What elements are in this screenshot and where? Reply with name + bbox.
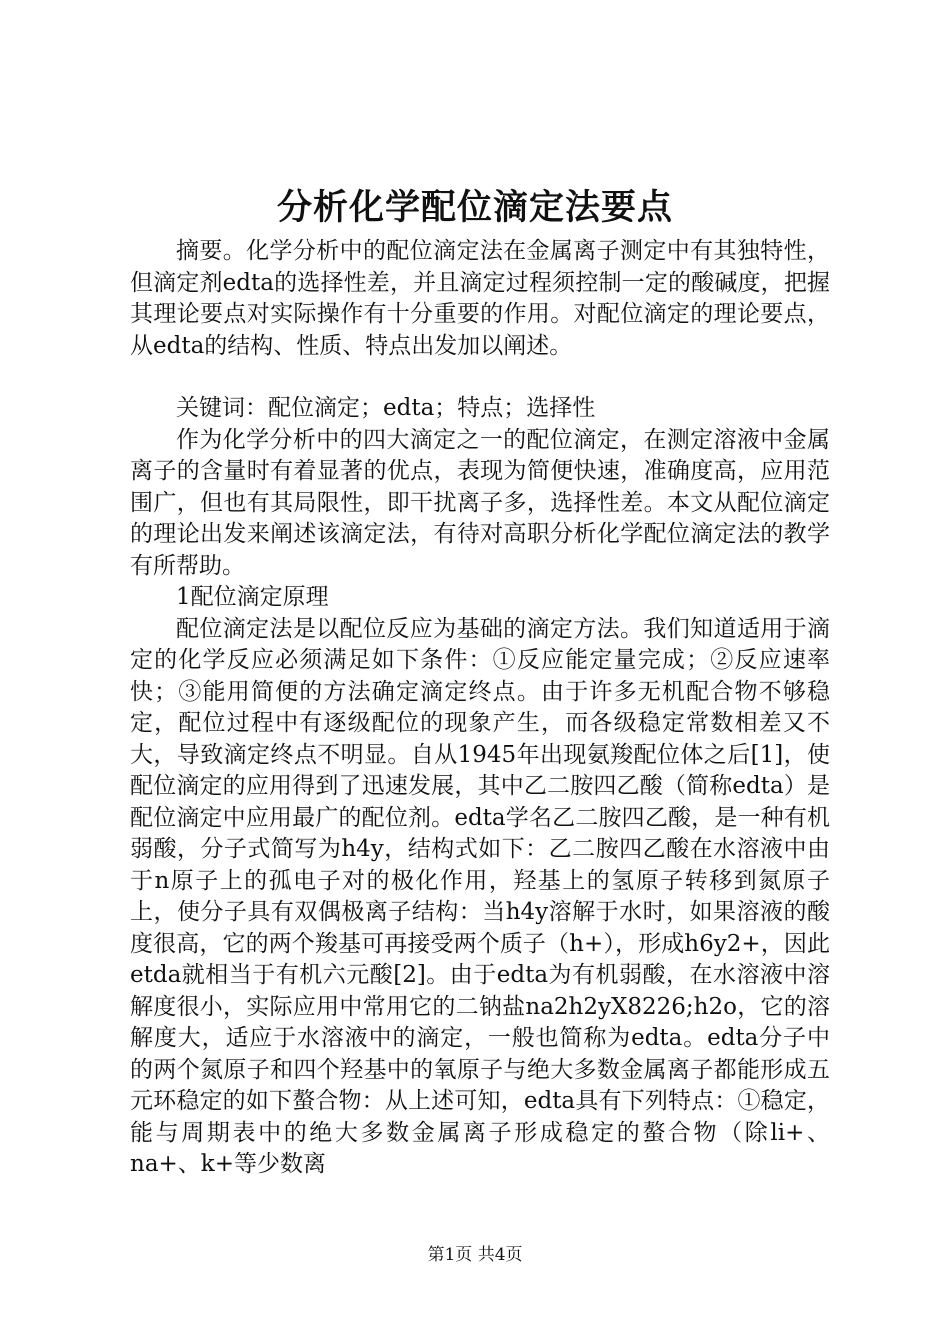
keywords-paragraph: 关键词：配位滴定；edta；特点；选择性 [176, 395, 596, 421]
document-title: 分析化学配位滴定法要点 [276, 187, 673, 228]
intro-paragraph: 作为化学分析中的四大滴定之一的配位滴定，在测定溶液中金属离子的含量时有着显著的优点，表现为简便快速，准确度高，应用范围广，但也有其局限性，即干扰离子多，选择性差。本文从配位滴定的理论出发来阐述该滴定法，有待对高职分析化学配位滴定法的教学有所帮助。 [130, 426, 830, 579]
principle-paragraph: 配位滴定法是以配位反应为基础的滴定方法。我们知道适用于滴定的化学反应必须满足如下条件：①反应能定量完成；②反应速率快；③能用简便的方法确定滴定终点。由于许多无机配合物不够稳定，配位过程中有逐级配位的现象产生，而各级稳定常数相差又不大，导致滴定终点不明显。自从1945年出现氨羧配位体之后[1]，使配位滴定的应用得到了迅速发展，其中乙二胺四乙酸（简称edta）是配位滴定中应用最广的配位剂。edta学名乙二胺四乙酸，是一种有机弱酸，分子式简写为h4y，结构式如下：乙二胺四乙酸在水溶液中由于n原子上的孤电子对的极化作用，羟基上的氢原子转移到氮原子上，使分子具有双偶极离子结构：当h4y溶解于水时，如果溶液的酸度很高，它的两个羧基可再接受两个质子（h+），形成h6y2+，因此etda就相当于有机六元酸[2]。由于edta为有机弱酸，在水溶液中溶解度很小，实际应用中常用它的二钠盐na2h2yX8226;h2o，它的溶解度大，适应于水溶液中的滴定，一般也简称为edta。edta分子中的两个氮原子和四个羟基中的氧原子与绝大多数金属离子都能形成五元环稳定的如下螯合物：从上述可知，edta具有下列特点：①稳定，能与周期表中的绝大多数金属离子形成稳定的螯合物（除li+、na+、k+等少数离 [130, 615, 830, 1177]
abstract-paragraph: 摘要。化学分析中的配位滴定法在金属离子测定中有其独特性，但滴定剂edta的选择性差，并且滴定过程须控制一定的酸碱度，把握其理论要点对实际操作有十分重要的作用。对配位滴定的理论要点，从edta的结构、性质、特点出发加以阐述。 [130, 238, 830, 359]
page-number-footer: 第1页 共4页 [427, 1245, 523, 1265]
section-heading: 1配位滴定原理 [176, 584, 329, 610]
document-body [130, 236, 830, 1181]
